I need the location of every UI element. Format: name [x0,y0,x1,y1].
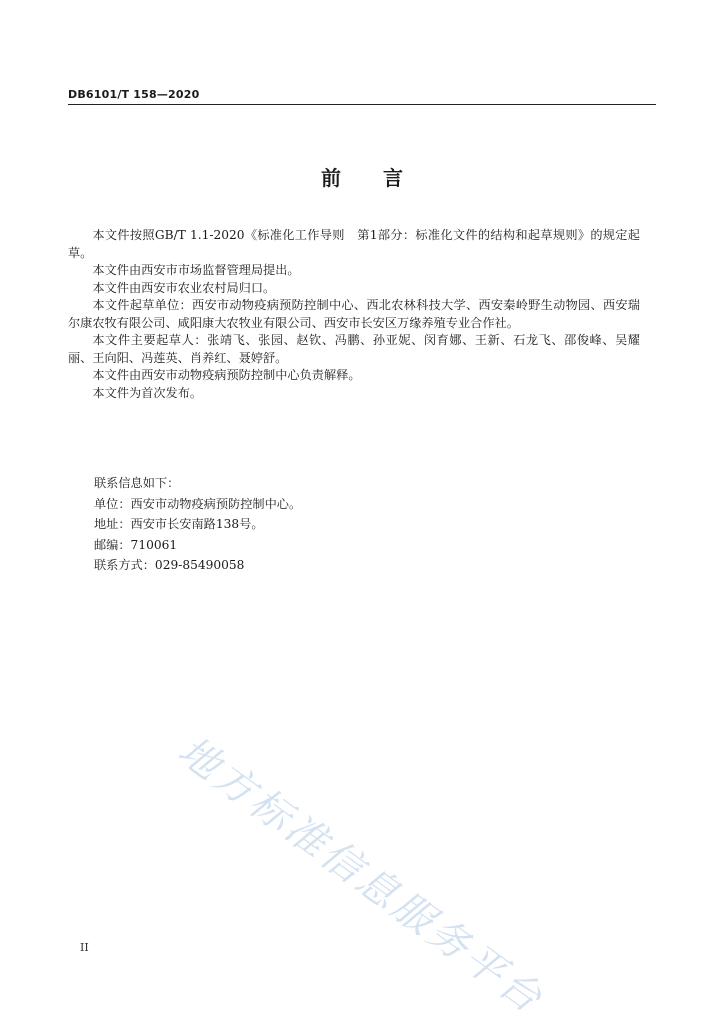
header-divider [68,104,656,105]
foreword-body [68,227,640,402]
page-title: 前言 [321,166,445,190]
contact-address: 地址：西安市长安南路138号。 [94,517,264,531]
contact-intro: 联系信息如下： [94,476,180,490]
paragraph-drafting-rules: 本文件按照GB/T 1.1-2020《标准化工作导则 第1部分：标准化文件的结构和起草规则》的规定起草。 [68,228,640,260]
document-code: DB6101/T 158—2020 [68,88,200,101]
contact-unit: 单位：西安市动物疫病预防控制中心。 [94,496,302,511]
paragraph-interpretation: 本文件由西安市动物疫病预防控制中心负责解释。 [92,368,361,382]
paragraph-drafters: 本文件主要起草人：张靖飞、张园、赵钦、冯鹏、孙亚妮、闵育娜、王新、石龙飞、邵俊峰、吴耀丽、王向阳、冯莲英、肖养红、聂婷舒。 [68,333,640,365]
watermark: 地方标准信息服务平台 [169,727,553,1024]
paragraph-centralized-by: 本文件由西安市农业农村局归口。 [92,280,276,295]
page-number: II [80,941,89,954]
contact-info [94,473,614,576]
paragraph-drafting-units: 本文件起草单位：西安市动物疫病预防控制中心、西北农林科技大学、西安秦岭野生动物园、西安瑞尔康农牧有限公司、咸阳康大农牧业有限公司、西安市长安区万缘养殖专业合作社。 [68,298,640,330]
contact-postcode: 邮编：710061 [94,537,178,552]
contact-phone: 联系方式：029-85490058 [94,558,245,572]
paragraph-first-release: 本文件为首次发布。 [92,385,203,400]
paragraph-proposed-by: 本文件由西安市市场监督管理局提出。 [92,263,300,277]
